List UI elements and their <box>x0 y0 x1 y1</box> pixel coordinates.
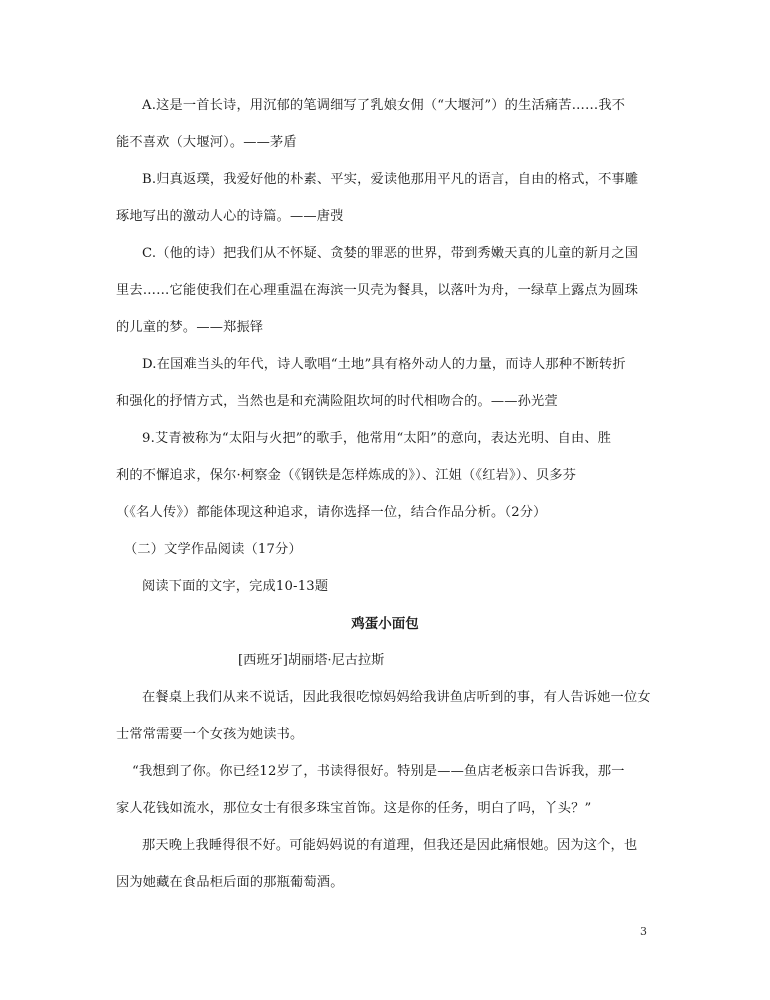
story-paragraph-2-line-2: 家人花钱如流水，那位女士有很多珠宝首饰。这是你的任务，明白了吗，丫头？” <box>116 801 592 816</box>
question-9-line-3: （《名人传》）都能体现这种追求，请你选择一位，结合作品分析。（2分） <box>116 505 547 520</box>
option-c-line-1: C.（他的诗）把我们从不怀疑、贪婪的罪恶的世界，带到秀嫩天真的儿童的新月之国 <box>142 246 639 261</box>
reading-instruction: 阅读下面的文字，完成10-13题 <box>142 579 329 594</box>
option-c-line-3: 的儿童的梦。——郑振铎 <box>116 320 264 335</box>
story-paragraph-1-line-2: 士常常需要一个女孩为她读书。 <box>116 727 304 742</box>
option-b-line-2: 琢地写出的激动人心的诗篇。——唐弢 <box>116 209 344 224</box>
story-author: [西班牙]胡丽塔·尼古拉斯 <box>238 653 385 668</box>
section-heading: （二）文学作品阅读（17分） <box>124 542 302 557</box>
story-title: 鸡蛋小面包 <box>351 616 419 632</box>
story-paragraph-3-line-2: 因为她藏在食品柜后面的那瓶葡萄酒。 <box>116 875 344 890</box>
story-paragraph-2-line-1: “我想到了你。你已经12岁了，书读得很好。特别是——鱼店老板亲口告诉我，那一 <box>132 764 625 779</box>
question-9-line-1: 9.艾青被称为“太阳与火把”的歌手，他常用“太阳”的意向，表达光明、自由、胜 <box>142 431 612 446</box>
option-a-line-1: A.这是一首长诗，用沉郁的笔调细写了乳娘女佣（“大堰河”）的生活痛苦……我不 <box>142 98 626 113</box>
story-paragraph-3-line-1: 那天晚上我睡得很不好。可能妈妈说的有道理，但我还是因此痛恨她。因为这个，也 <box>142 838 638 853</box>
option-d-line-1: D.在国难当头的年代，诗人歌唱“土地”具有格外动人的力量，而诗人那种不断转折 <box>142 357 626 372</box>
page-number: 3 <box>640 925 647 938</box>
story-paragraph-1-line-1: 在餐桌上我们从来不说话，因此我很吃惊妈妈给我讲鱼店听到的事，有人告诉她一位女 <box>142 690 651 705</box>
option-a-line-2: 能不喜欢（大堰河）。——茅盾 <box>116 135 297 150</box>
option-c-line-2: 里去……它能使我们在心理重温在海滨一贝壳为餐具，以落叶为舟，一绿草上露点为圆珠 <box>116 283 639 298</box>
option-d-line-2: 和强化的抒情方式，当然也是和充满险阻坎坷的时代相吻合的。——孙光萱 <box>116 394 558 409</box>
question-9-line-2: 利的不懈追求，保尔·柯察金（《钢铁是怎样炼成的》）、江姐（《红岩》）、贝多芬 <box>116 468 577 483</box>
option-b-line-1: B.归真返璞，我爱好他的朴素、平实，爱读他那用平凡的语言，自由的格式，不事雕 <box>142 172 639 187</box>
